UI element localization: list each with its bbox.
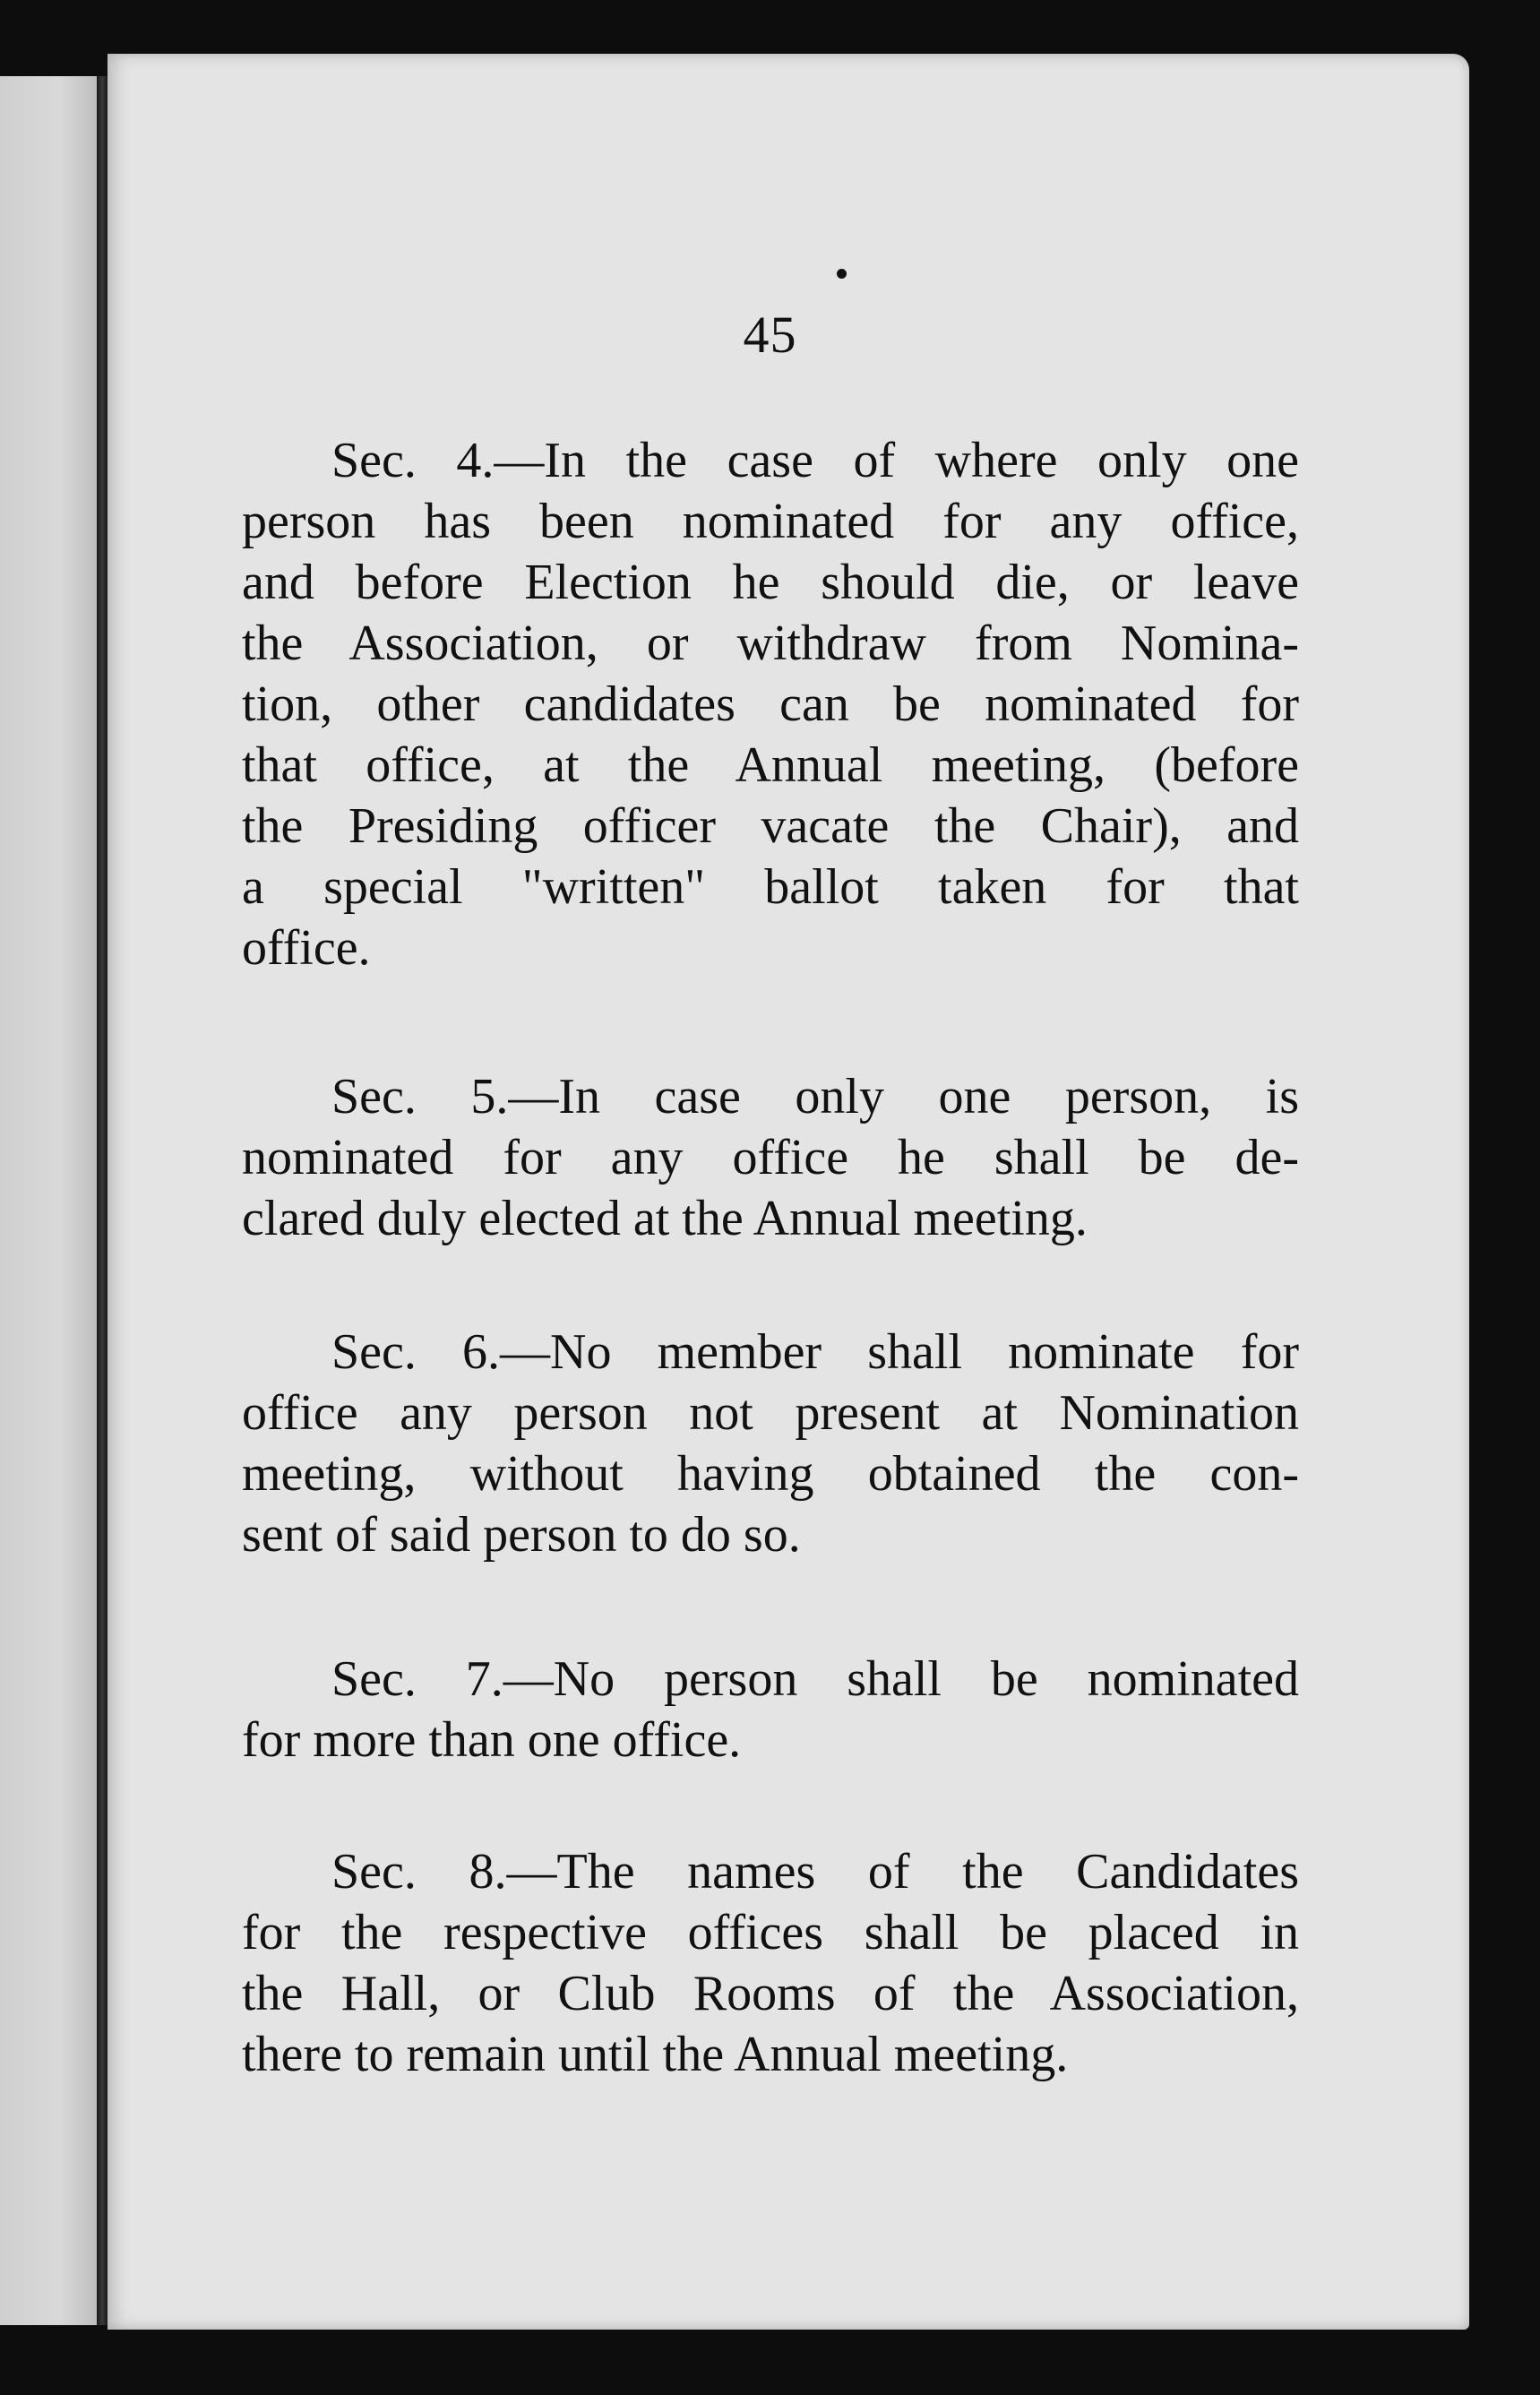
page-number: 45	[743, 306, 797, 364]
section-line: that office, at the Annual meeting, (before	[242, 737, 1299, 793]
left-page-edge	[0, 76, 99, 2325]
section-8	[242, 1841, 1299, 2085]
section-line: the Hall, or Club Rooms of the Association,	[242, 1966, 1299, 2021]
book-spine	[97, 76, 108, 2325]
section-line: the Association, or withdraw from Nomina-	[242, 616, 1299, 671]
section-line: clared duly elected at the Annual meeting.	[242, 1191, 1088, 1246]
section-line: meeting, without having obtained the con-	[242, 1446, 1299, 1502]
section-line: office.	[242, 920, 371, 976]
section-line: tion, other candidates can be nominated for	[242, 676, 1299, 732]
section-line: Sec. 4.—In the case of where only one	[331, 433, 1299, 488]
ink-dot	[837, 269, 847, 279]
section-line: sent of said person to do so.	[242, 1507, 801, 1563]
section-4	[242, 430, 1299, 978]
section-line: person has been nominated for any office,	[242, 494, 1299, 549]
section-7	[242, 1649, 1299, 1770]
section-line: a special "written" ballot taken for that	[242, 859, 1299, 915]
section-line: Sec. 7.—No person shall be nominated	[331, 1651, 1299, 1707]
section-line: and before Election he should die, or leave	[242, 555, 1299, 610]
section-line: nominated for any office he shall be de-	[242, 1130, 1299, 1185]
section-line: the Presiding officer vacate the Chair), and	[242, 798, 1299, 854]
section-6	[242, 1322, 1299, 1565]
section-line: Sec. 6.—No member shall nominate for	[331, 1324, 1299, 1380]
section-line: office any person not present at Nomination	[242, 1385, 1299, 1441]
section-5	[242, 1066, 1299, 1249]
section-line: Sec. 5.—In case only one person, is	[331, 1069, 1299, 1124]
section-line: there to remain until the Annual meeting.	[242, 2027, 1069, 2082]
section-line: for more than one office.	[242, 1712, 742, 1768]
section-line: Sec. 8.—The names of the Candidates	[331, 1844, 1299, 1900]
section-line: for the respective offices shall be placed in	[242, 1905, 1299, 1960]
